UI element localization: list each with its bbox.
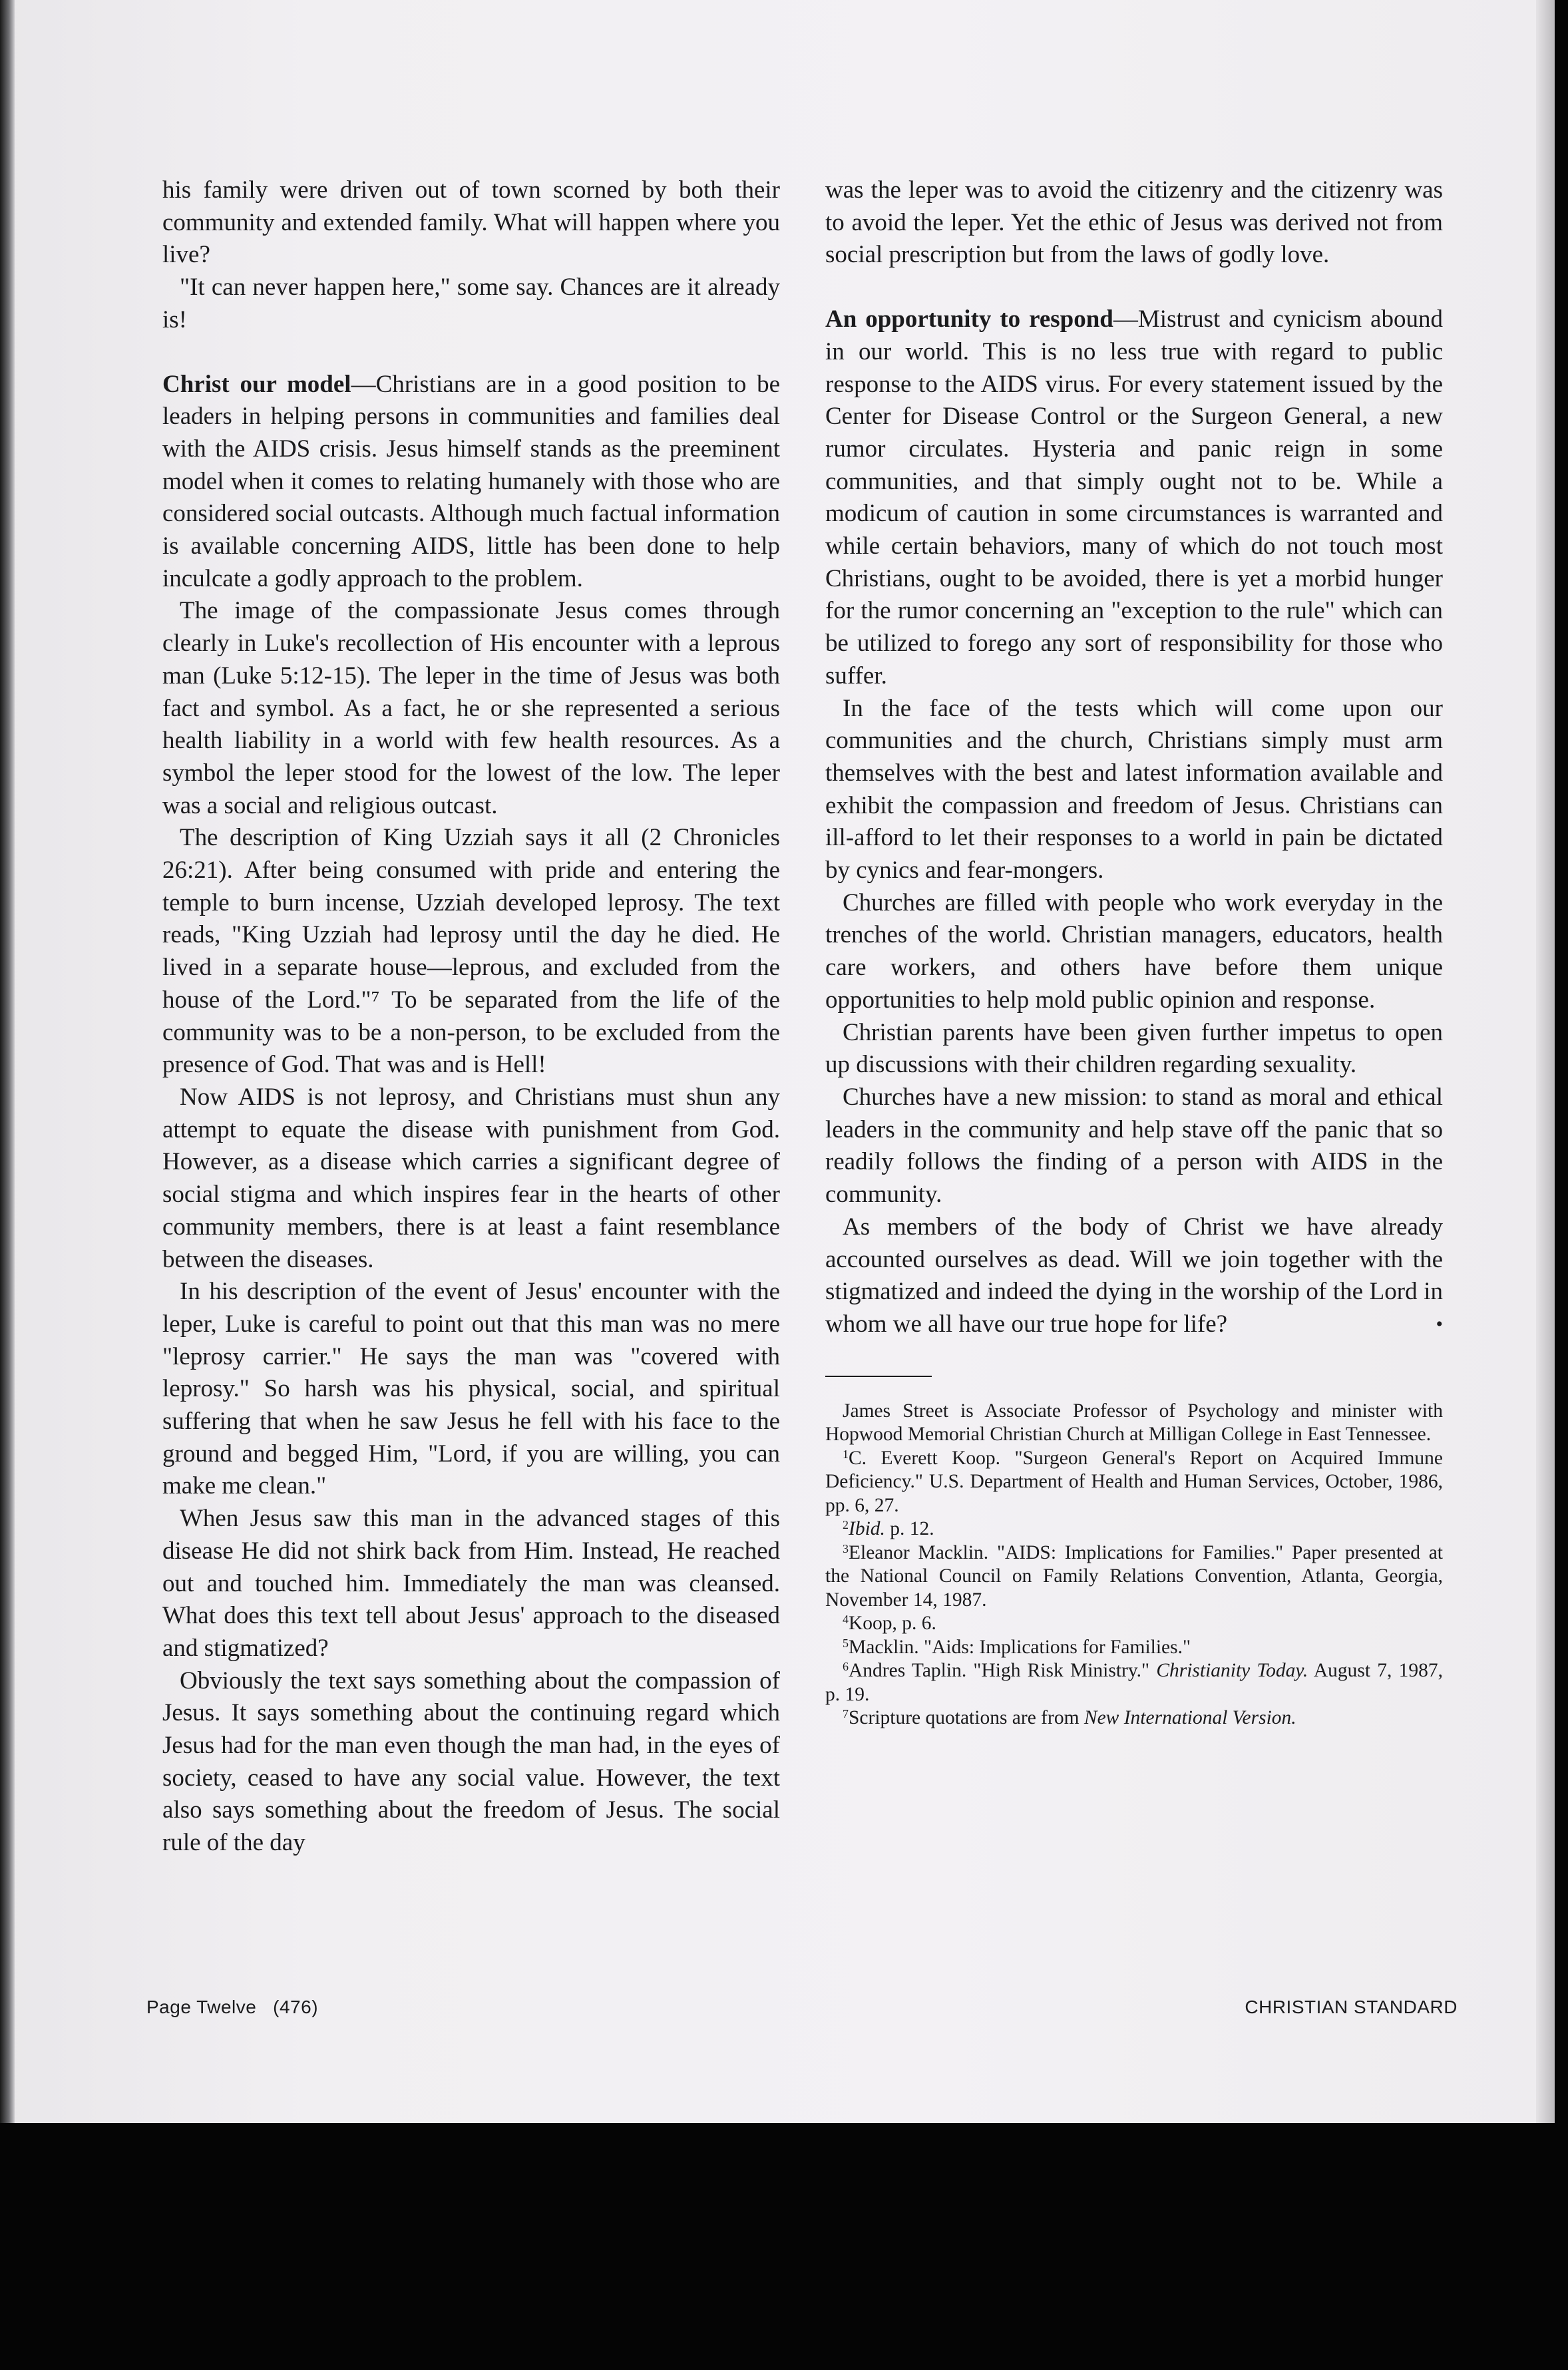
footnote-text: Eleanor Macklin. "AIDS: Implications for Families." Paper presented at the National Council on Family Relations Convention, Atlanta, Georgia, November 14, 1987. (825, 1541, 1443, 1611)
paragraph: In the face of the tests which will come upon our communities and the church, Christians simply must arm themselves with the best and latest information available and exhibit the compassion and freedom of Jesus. Christians can ill-afford to let their responses to a world in pain be dictated by cynics and fear-mongers. (825, 694, 1443, 885)
footnote-number: 1 (843, 1447, 849, 1461)
paragraph: Churches are filled with people who work everyday in the trenches of the world. Christian managers, educators, health care workers, and others have before them unique opportunities to help mold public opinion and response. (825, 889, 1443, 1014)
left-column (162, 174, 780, 1860)
footnote-divider (825, 1376, 932, 1377)
paragraph: —Christians are in a good position to be leaders in helping persons in communities and families deal with the AIDS crisis. Jesus himself stands as the preeminent model when it comes to relating humanely with those who are considered social outcasts. Although much factual information is available concerning AIDS, little has been done to help inculcate a godly approach to the problem. (162, 370, 780, 592)
footnote-4 (825, 1612, 1443, 1636)
footnote-text: Andres Taplin. "High Risk Ministry." (849, 1660, 1157, 1682)
section-opportunity-to-respond (825, 303, 1443, 692)
footnote-number: 6 (843, 1660, 849, 1674)
paragraph: Christian parents have been given further impetus to open up discussions with their children regarding sexuality. (825, 1018, 1443, 1079)
paragraph: In his description of the event of Jesus' encounter with the leper, Luke is careful to point out that this man was no mere "leprosy carrier." He says the man was "covered with leprosy." So harsh was his physical, social, and spiritual suffering that when he saw Jesus he fell with his face to the ground and begged Him, "Lord, if you are willing, you can make me clean." (162, 1278, 780, 1500)
footnote-3 (825, 1541, 1443, 1613)
footnote-number: 7 (843, 1707, 849, 1721)
footnote-text: August 7, 1987, p. 19. (825, 1660, 1444, 1705)
footnote-number: 3 (843, 1541, 849, 1555)
footnote-text: Koop, p. 6. (849, 1613, 936, 1635)
footnote-text: Scripture quotations are from (849, 1707, 1084, 1729)
footnote-5 (825, 1636, 1443, 1660)
paragraph: was the leper was to avoid the citizenry and the citizenry was to avoid the leper. Yet the ethic of Jesus was derived not from social prescription but from the laws of godly love. (825, 176, 1443, 269)
publication-title: New International Version. (1083, 1707, 1296, 1729)
page-edge-shadow (1536, 0, 1555, 2123)
paragraph (825, 1211, 1443, 1341)
right-column (825, 174, 1443, 1730)
footnote-text: p. 12. (884, 1518, 934, 1540)
binding-shadow (0, 0, 15, 2123)
paragraph: "It can never happen here," some say. Chances are it already is! (162, 274, 780, 333)
end-of-article-mark: • (1436, 1312, 1443, 1335)
footnote-number: 5 (843, 1636, 849, 1650)
footnote-7 (825, 1706, 1443, 1730)
page-number-footer: Page Twelve (476) (146, 1997, 319, 2017)
section-christ-our-model (162, 369, 780, 596)
paragraph: The description of King Uzziah says it all (2 Chronicles 26:21). After being consumed with pride and entering the temple to burn incense, Uzziah developed leprosy. The text reads, "King Uzziah had leprosy until the day he died. He lived in a separate house—leprous, and excluded from the house of the Lord."⁷ To be separated from the life of the community was to be a non-person, to be excluded from the presence of God. That was and is Hell! (162, 824, 780, 1079)
footnote-ibid: Ibid. (849, 1518, 885, 1540)
footnote-number: 4 (843, 1613, 849, 1627)
paragraph: Churches have a new mission: to stand as moral and ethical leaders in the community and help stave off the panic that so readily follows the finding of a person with AIDS in the community. (825, 1083, 1443, 1209)
footnote-2 (825, 1517, 1443, 1541)
paragraph: his family were driven out of town scorned by both their community and extended family. What will happen where you live? (162, 176, 780, 269)
paragraph: —Mistrust and cynicism abound in our world. This is no less true with regard to public response to the AIDS virus. For every statement issued by the Center for Disease Control or the Surgeon General, a new rumor circulates. Hysteria and panic reign in some communities, and that simply ought not to be. While a modicum of caution in some circumstances is warranted and while certain behaviors, many of which do not touch most Christians, ought to be avoided, there is yet a morbid hunger for the rumor concerning an "exception to the rule" which can be utilized to forego any sort of responsibility for those who suffer. (825, 305, 1443, 690)
footnote-text: C. Everett Koop. "Surgeon General's Report on Acquired Immune Deficiency." U.S. Department of Health and Human Services, October, 1986, pp. 6, 27. (825, 1447, 1443, 1516)
paragraph-text: As members of the body of Christ we have already accounted ourselves as dead. Will we join together with the stigmatized and indeed the dying in the worship of the Lord in whom we all have our true hope for life? (825, 1213, 1443, 1338)
publication-title: Christianity Today. (1156, 1660, 1308, 1682)
footnote-number: 2 (843, 1518, 849, 1532)
author-bio: James Street is Associate Professor of Psychology and minister with Hopwood Memorial Christian Church at Milligan College in East Tennessee. (825, 1400, 1443, 1446)
paragraph: The image of the compassionate Jesus comes through clearly in Luke's recollection of His encounter with a leprous man (Luke 5:12-15). The leper in the time of Jesus was both fact and symbol. As a fact, he or she represented a serious health liability in a world with few health resources. As a symbol the leper stood for the lowest of the low. The leper was a social and religious outcast. (162, 597, 780, 819)
section-heading: Christ our model (162, 370, 351, 398)
section-heading: An opportunity to respond (825, 305, 1113, 333)
paragraph: Obviously the text says something about the compassion of Jesus. It says something about the continuing regard which Jesus had for the man even though the man had, in the eyes of society, ceased to have any social value. However, the text also says something about the freedom of Jesus. The social rule of the day (162, 1667, 780, 1857)
paragraph: When Jesus saw this man in the advanced stages of this disease He did not shirk back from Him. Instead, He reached out and touched him. Immediately the man was cleansed. What does this text tell about Jesus' approach to the diseased and stigmatized? (162, 1505, 780, 1662)
footnote-6 (825, 1659, 1443, 1706)
footnotes (825, 1400, 1443, 1730)
paragraph: Now AIDS is not leprosy, and Christians must shun any attempt to equate the disease with punishment from God. However, as a disease which carries a significant degree of social stigma and which inspires fear in the hearts of other community members, there is at least a faint resemblance between the diseases. (162, 1083, 780, 1273)
footnote-text: Macklin. "Aids: Implications for Families." (849, 1636, 1191, 1658)
footnote-1 (825, 1447, 1443, 1518)
publication-name-footer: CHRISTIAN STANDARD (1245, 1997, 1458, 2017)
